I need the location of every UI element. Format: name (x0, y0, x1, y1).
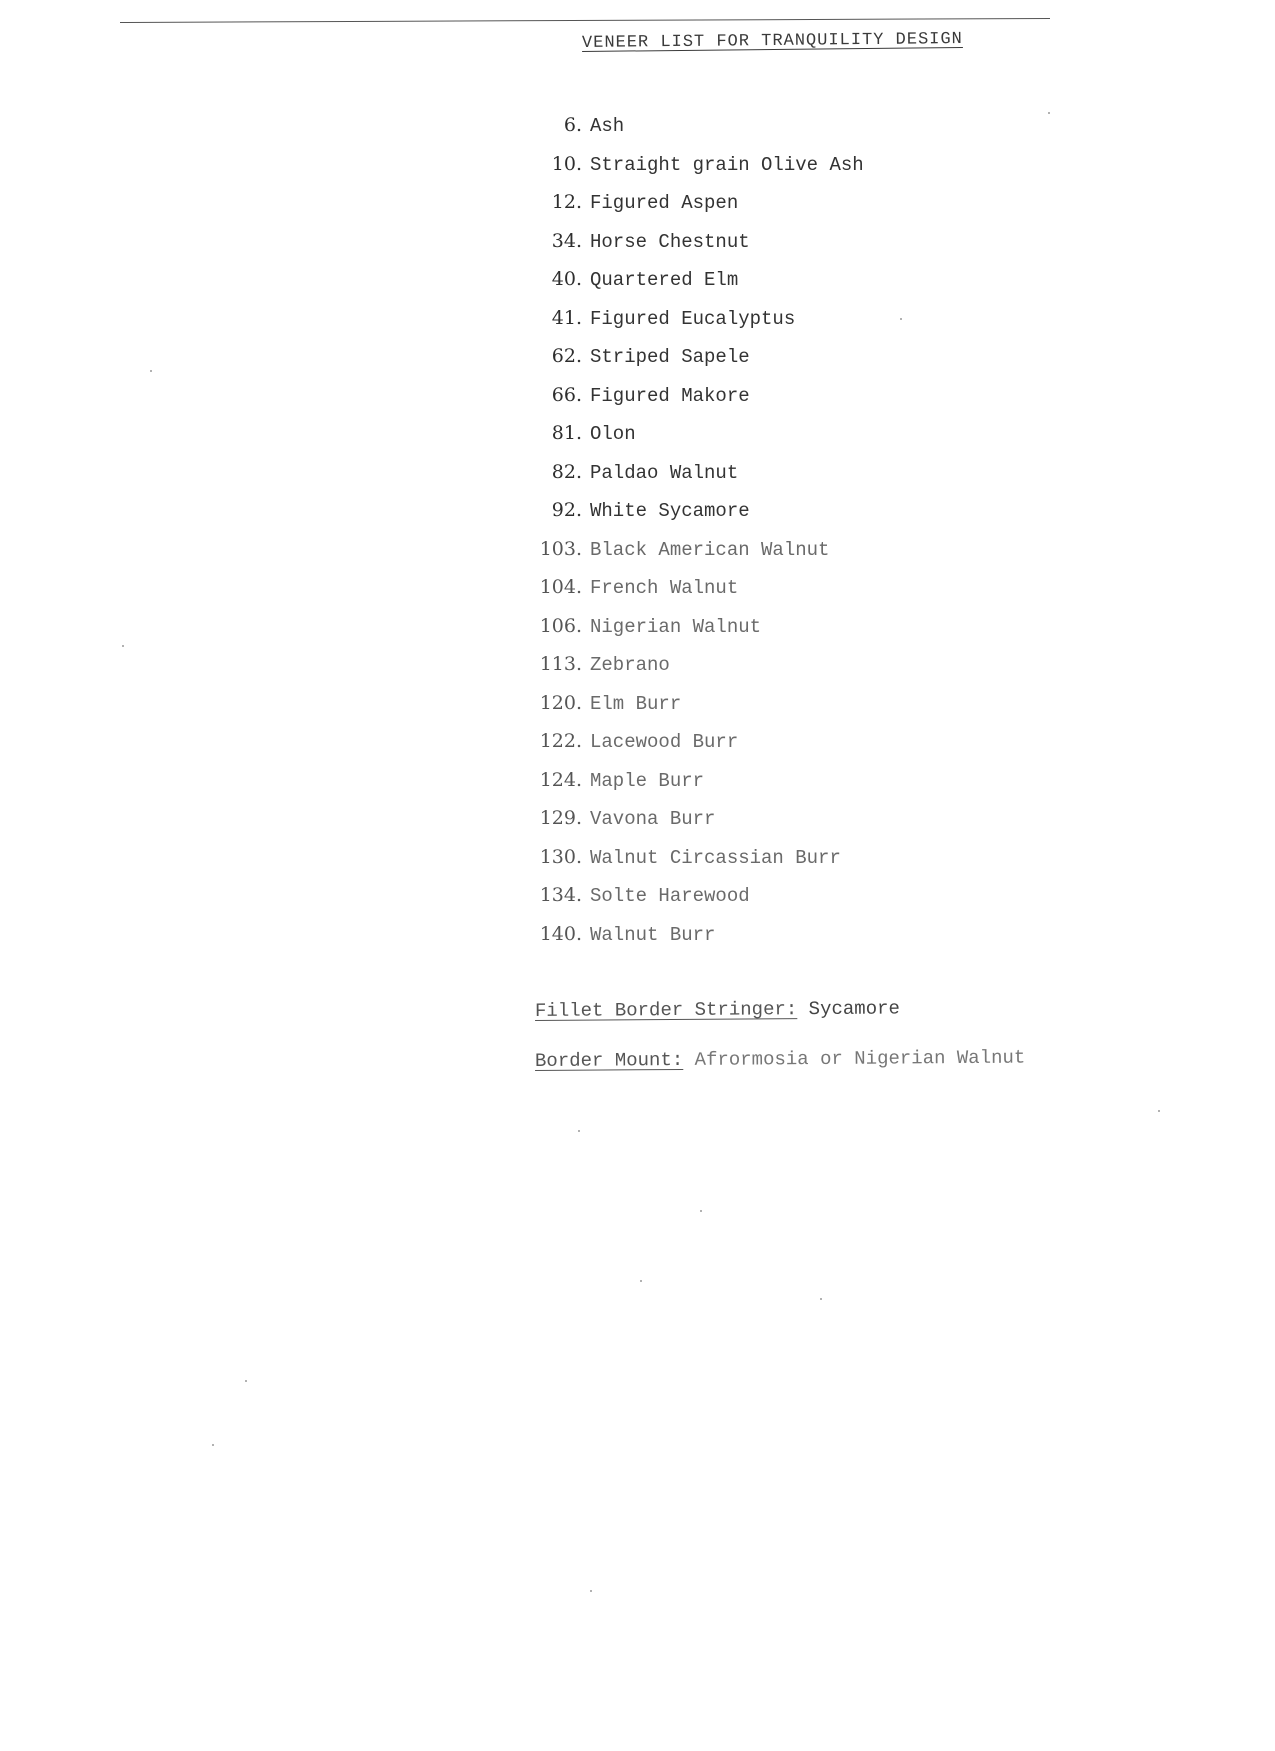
scan-speck (1158, 1110, 1160, 1112)
item-name: Maple Burr (590, 769, 705, 792)
item-name: Lacewood Burr (590, 731, 739, 753)
list-item (520, 728, 1000, 767)
item-number: 40. (551, 268, 582, 290)
item-name: Quartered Elm (590, 269, 739, 291)
scan-speck (122, 645, 124, 647)
notes-section (535, 998, 1095, 1098)
scan-speck (150, 370, 152, 372)
scan-speck (640, 1280, 642, 1282)
list-item (520, 767, 1000, 806)
list-item (520, 305, 1000, 344)
item-name: Horse Chestnut (590, 230, 750, 253)
item-name: Zebrano (590, 654, 670, 676)
item-number: 81. (551, 422, 582, 444)
item-number: 12. (551, 191, 582, 213)
scan-speck (212, 1444, 214, 1446)
list-item (520, 497, 1000, 536)
item-name: Nigerian Walnut (590, 615, 762, 638)
item-name: Vavona Burr (590, 808, 716, 830)
item-name: Walnut Circassian Burr (590, 846, 841, 869)
list-item (520, 921, 1000, 960)
list-item (520, 189, 1000, 228)
note-value: Sycamore (808, 997, 900, 1021)
item-name: Paldao Walnut (590, 461, 739, 484)
scan-speck (820, 1298, 822, 1300)
item-number: 82. (551, 460, 582, 483)
item-name: Black American Walnut (590, 538, 830, 561)
list-item (520, 266, 1000, 305)
item-name: Figured Aspen (590, 192, 739, 214)
item-number: 66. (551, 383, 582, 406)
list-item (520, 382, 1000, 421)
item-name: Striped Sapele (590, 346, 750, 368)
item-number: 41. (551, 306, 582, 329)
item-name: Elm Burr (590, 692, 682, 715)
list-item (520, 574, 1000, 613)
item-name: Solte Harewood (590, 885, 750, 907)
top-rule (120, 18, 1050, 23)
item-number: 106. (539, 614, 582, 637)
item-number: 113. (539, 653, 582, 675)
item-number: 130. (539, 845, 582, 868)
item-name: Straight grain Olive Ash (590, 153, 864, 176)
item-name: Walnut Burr (590, 923, 716, 946)
scan-speck (578, 1130, 580, 1132)
item-name: Ash (590, 115, 625, 137)
note-label: Fillet Border Stringer: (534, 998, 798, 1022)
note-fillet-border-stringer (535, 994, 1095, 1024)
list-item (520, 228, 1000, 267)
item-number: 34. (551, 229, 582, 252)
list-item (520, 536, 1000, 575)
item-number: 92. (551, 499, 582, 521)
item-number: 6. (563, 114, 582, 136)
list-item (520, 844, 1000, 883)
scan-speck (245, 1380, 247, 1382)
document-title: VENEER LIST FOR TRANQUILITY DESIGN (581, 30, 963, 53)
item-number: 140. (539, 922, 582, 945)
scan-speck (700, 1210, 702, 1212)
veneer-list (520, 112, 1000, 959)
item-number: 104. (539, 576, 582, 598)
item-number: 129. (539, 807, 582, 829)
list-item (520, 151, 1000, 190)
list-item (520, 613, 1000, 652)
item-number: 10. (551, 152, 582, 175)
scan-speck (1048, 112, 1050, 114)
item-name: Figured Makore (590, 384, 750, 407)
item-name: French Walnut (590, 577, 739, 599)
note-border-mount (535, 1044, 1095, 1074)
item-number: 122. (539, 730, 582, 752)
list-item (520, 882, 1000, 921)
note-value: Afrormosia or Nigerian Walnut (694, 1046, 1026, 1071)
list-item (520, 112, 1000, 151)
list-item (520, 343, 1000, 382)
scan-speck (900, 318, 902, 320)
note-label: Border Mount: (534, 1048, 684, 1072)
item-name: White Sycamore (590, 500, 750, 522)
item-number: 120. (539, 691, 582, 714)
item-number: 124. (539, 768, 582, 791)
item-name: Olon (590, 423, 636, 445)
list-item (520, 420, 1000, 459)
list-item (520, 805, 1000, 844)
item-number: 62. (551, 345, 582, 367)
item-name: Figured Eucalyptus (590, 307, 796, 330)
item-number: 134. (539, 884, 582, 906)
item-number: 103. (539, 537, 582, 560)
list-item (520, 651, 1000, 690)
list-item (520, 690, 1000, 729)
list-item (520, 459, 1000, 498)
scan-speck (590, 1590, 592, 1592)
